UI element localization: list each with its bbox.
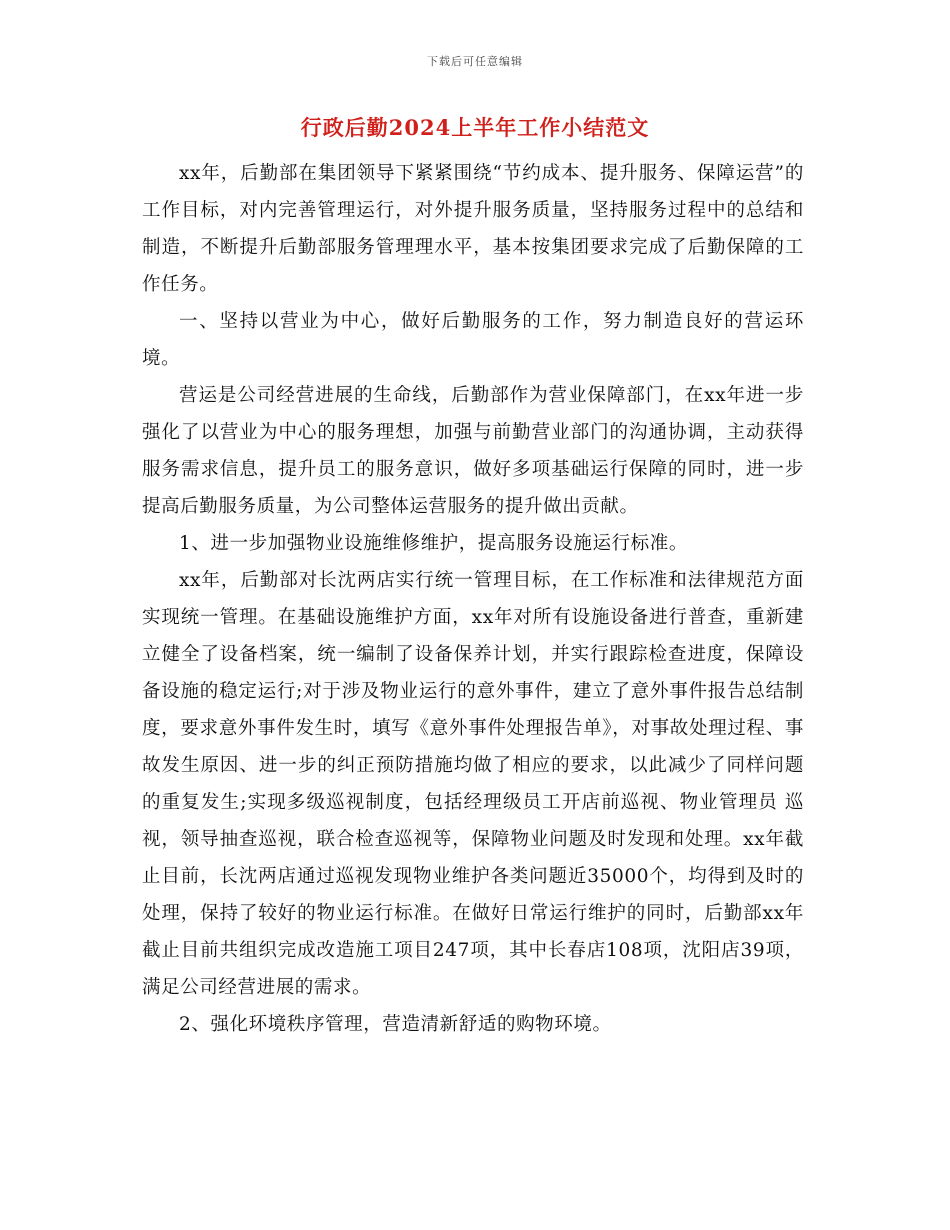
paragraph-item-1-heading: 1、进一步加强物业设施维修维护，提高服务设施运行标准。: [179, 533, 688, 554]
paragraph-intro: xx年，后勤部在集团领导下紧紧围绕“节约成本、提升服务、保障运营”的工作目标，对内完善管理运行，对外提升服务质量，坚持服务过程中的总结和制造，不断提升后勤部服务管理理水平，基本按集团要求完成了后勤保障的工作任务。: [142, 163, 804, 295]
paragraph-operations: 营运是公司经营进展的生命线，后勤部作为营业保障部门，在xx年进一步强化了以营业为中心的服务理想，加强与前勤营业部门的沟通协调，主动获得服务需求信息，提升员工的服务意识，做好多项基础运行保障的同时，进一步提高后勤服务质量，为公司整体运营服务的提升做出贡献。: [142, 385, 804, 517]
paragraph-section-1-heading: 一、坚持以营业为中心，做好后勤服务的工作，努力制造良好的营运环境。: [142, 311, 804, 369]
paragraph-item-2-heading: 2、强化环境秩序管理，营造清新舒适的购物环境。: [179, 1014, 612, 1035]
document-title: 行政后勤2024上半年工作小结范文: [300, 115, 650, 140]
paragraph-facility-maintenance: xx年，后勤部对长沈两店实行统一管理目标，在工作标准和法律规范方面实现统一管理。在基础设施维护方面，xx年对所有设施设备进行普查，重新建立健全了设备档案，统一编制了设备保养计划，并实行跟踪检查进度，保障设备设施的稳定运行;对于涉及物业运行的意外事件，建立了意外事件报告总结制度，要求意外事件发生时，填写《意外事件处理报告单》，对事故处理过程、事故发生原因、进一步的纠正预防措施均做了相应的要求，以此减少了同样问题的重复发生;实现多级巡视制度，包括经理级员工开店前巡视、物业管理员 巡视，领导抽查巡视，联合检查巡视等，保障物业问题及时发现和处理。xx年截止目前，长沈两店通过巡视发现物业维护各类问题近35000个，均得到及时的处理，保持了较好的物业运行标准。在做好日常运行维护的同时，后勤部xx年截止目前共组织完成改造施工项目247项，其中长春店108项，沈阳店39项，满足公司经营进展的需求。: [142, 570, 804, 998]
document-body: [142, 155, 804, 1043]
page-header-note: 下载后可任意编辑: [427, 55, 523, 68]
